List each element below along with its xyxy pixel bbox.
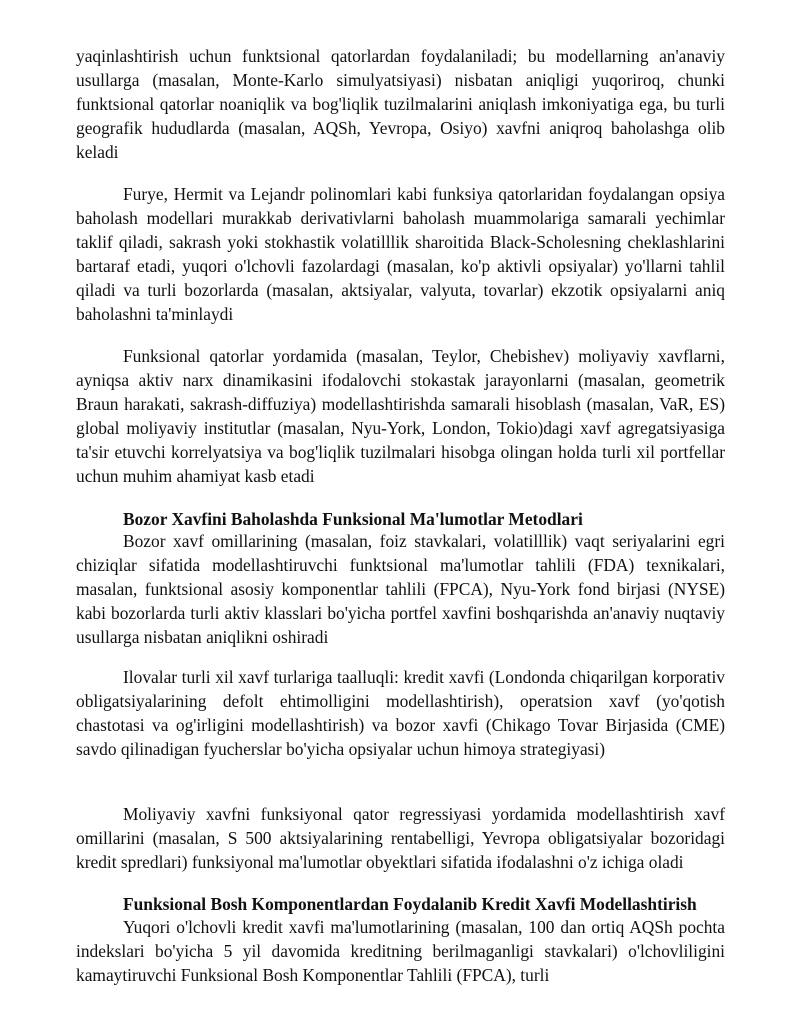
paragraph-fpca-credit: Yuqori o'lchovli kredit xavfi ma'lumotlarining (masalan, 100 dan ortiq AQSh pochta indekslari bo'yicha 5 yil davomida kreditning berilmaganligi stavkalari) o'lchovliligini kamaytiruvchi Funksional Bosh Komponentlar Tahlili (FPCA), turli bbox=[76, 917, 725, 985]
paragraph-applications: Ilovalar turli xil xavf turlariga taalluqli: kredit xavfi (Londonda chiqarilgan korporativ obligatsiyalarining defolt ehtimolligini modellashtirish), operatsion xavf (yo'qotish chastotasi va og'irligini modellashtirish) va bozor xavfi (Chikago Tovar Birjasida (CME) savdo qilinadigan fyucherslar bo'yicha opsiyalar uchun himoya strategiyasi) bbox=[76, 667, 725, 759]
paragraph-regression: Moliyaviy xavfni funksiyonal qator regressiyasi yordamida modellashtirish xavf omillarini (masalan, S 500 aktsiyalarining rentabelligi, Yevropa obligatsiyalar bozoridagi kredit spredlari) funksiyonal ma'lumotlar obyektlari sifatida ifodalashni o'z ichiga oladi bbox=[76, 804, 725, 872]
section-heading-market-risk: Bozor Xavfini Baholashda Funksional Ma'lumotlar Metodlari bbox=[123, 509, 583, 529]
section-heading-credit-risk: Funksional Bosh Komponentlardan Foydalanib Kredit Xavfi Modellashtirish bbox=[123, 894, 697, 914]
paragraph-option-pricing: Furye, Hermit va Lejandr polinomlari kabi funksiya qatorlaridan foydalangan opsiya baholash modellari murakkab derivativlarni baholash muammolariga samarali yechimlar taklif qiladi, sakrash yoki stokhastik volatilllik sharoitida Black-Scholesning cheklashlarini bartaraf etadi, yuqori o'lchovli fazolardagi (masalan, ko'p aktivli opsiyalar) yo'llarni tahlil qiladi va turli bozorlarda (masalan, aktsiyalar, valyuta, tovarlar) ekzotik opsiyalarni aniq baholashni ta'minlaydi bbox=[76, 184, 725, 324]
paragraph-stochastic-risk: Funksional qatorlar yordamida (masalan, Teylor, Chebishev) moliyaviy xavflarni, ayniqsa aktiv narx dinamikasini ifodalovchi stokastak jarayonlarni (masalan, geometrik Braun harakati, sakrash-diffuziya) modellashtirishda samarali hisoblash (masalan, VaR, ES) global moliyaviy institutlar (masalan, Nyu-York, London, Tokio)dagi xavf agregatsiyasiga ta'sir etuvchi korrelyatsiya va bog'liqlik tuzilmalari hisobga olingan holda turli xil portfellar uchun muhim ahamiyat kasb etadi bbox=[76, 346, 725, 486]
paragraph-fda-techniques: Bozor xavf omillarining (masalan, foiz stavkalari, volatilllik) vaqt seriyalarini egri chiziqlar sifatida modellashtiruvchi funktsional ma'lumotlar tahlili (FDA) texnikalari, masalan, funktsional asosiy komponentlar tahlili (FPCA), Nyu-York fond birjasi (NYSE) kabi bozorlarda turli aktiv klasslari bo'yicha portfel xavfini boshqarishda an'anaviy nuqtaviy usullarga nisbatan aniqlikni oshiradi bbox=[76, 531, 725, 647]
paragraph-function-series-accuracy: yaqinlashtirish uchun funktsional qatorlardan foydalaniladi; bu modellarning an'anaviy usullarga (masalan, Monte-Karlo simulyatsiyasi) nisbatan aniqligi yuqoriroq, chunki funktsional qatorlar noaniqlik va bog'liqlik tuzilmalarini aniqlash imkoniyatiga ega, bu turli geografik hududlarda (masalan, AQSh, Yevropa, Osiyo) xavfni aniqroq baholashga olib keladi bbox=[76, 46, 725, 162]
